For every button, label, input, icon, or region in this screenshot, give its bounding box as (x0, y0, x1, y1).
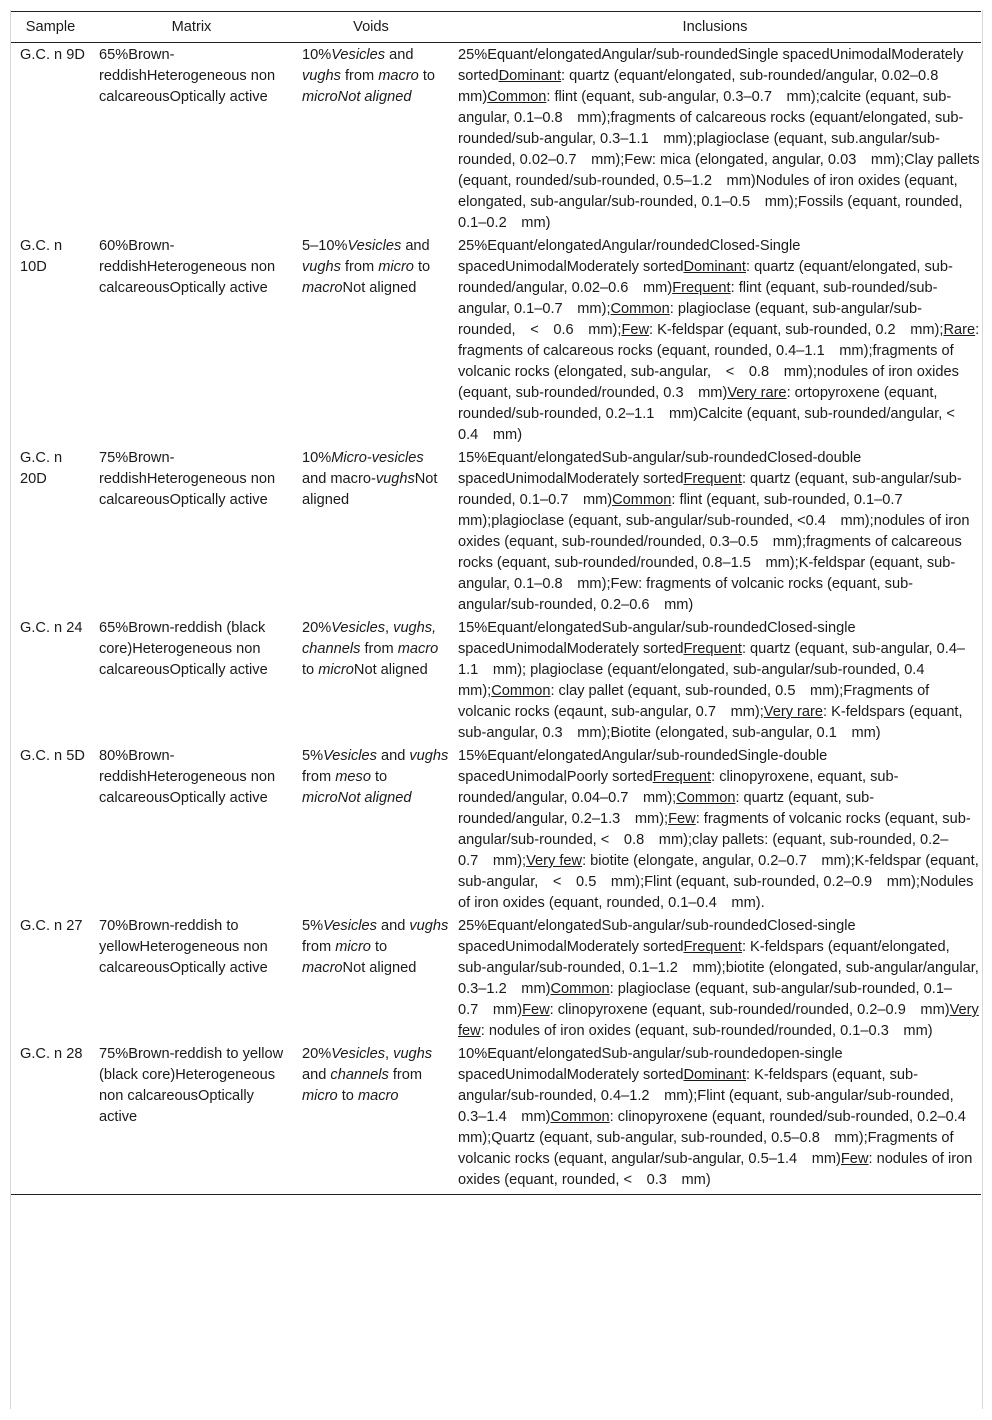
cell-voids (293, 446, 449, 616)
text-run: 25%Equant/elongatedAngular/sub-roundedSingle spacedUnimodalModerately sorted (458, 47, 964, 84)
frequency-term: Common (550, 981, 610, 997)
cell-sample: G.C. n 20D (20, 450, 63, 487)
text-run: vughs (375, 471, 415, 487)
cell-matrix: 75%Brown-reddish to yellow (black core)Heterogeneous non calcareousOptically active (90, 1042, 293, 1195)
frequency-term: Dominant (683, 1067, 746, 1083)
cell-inclusions (449, 616, 981, 744)
text-run: Vesicles (331, 47, 386, 63)
text-run: Not aligned (342, 280, 417, 296)
cell-voids (293, 744, 449, 914)
cell-inclusions (449, 1042, 981, 1195)
text-run: to (302, 662, 319, 678)
text-run: vughs (393, 1046, 433, 1062)
table-row (11, 234, 981, 446)
text-run: vughs (302, 68, 341, 84)
table-body (11, 43, 981, 1195)
text-run: vughs, channels (302, 620, 437, 657)
text-run: 10%Equant/elongatedSub-angular/sub-roundedopen-single spacedUnimodalModerately sorted (458, 1046, 843, 1083)
cell-inclusions (449, 43, 981, 235)
frequency-term: Few (621, 322, 650, 338)
text-run: to (337, 1088, 358, 1104)
text-run: microNot aligned (302, 89, 412, 105)
cell-inclusions (449, 744, 981, 914)
frequency-term: Very rare (727, 385, 787, 401)
text-run: Vesicles (331, 620, 386, 636)
cell-voids (293, 1042, 449, 1195)
frequency-term: Frequent (683, 641, 742, 657)
frequency-term: Very few (526, 853, 583, 869)
text-run: vughs (409, 748, 449, 764)
frequency-term: Rare (943, 322, 976, 338)
text-run: and (401, 238, 430, 254)
text-run: from (302, 769, 336, 785)
text-run: from (340, 259, 379, 275)
text-run: : K-feldspars (equant/elongated, sub-angular/sub-rounded, 0.1–1.2 mm);biotite (elongated, sub-angular/angular, 0.3–1.2 mm) (458, 939, 979, 997)
cell-sample: G.C. n 24 (20, 620, 83, 636)
frequency-term: Dominant (498, 68, 562, 84)
text-run: macro (302, 960, 343, 976)
header-sample: Sample (11, 12, 90, 43)
text-run: Micro-vesicles (331, 450, 424, 466)
frequency-term: Common (491, 683, 551, 699)
cell-matrix: 80%Brown-reddishHeterogeneous non calcareousOptically active (99, 748, 276, 806)
text-run: : quartz (equant, sub-angular/sub-rounded, 0.1–0.7 mm) (458, 471, 962, 508)
text-run: from (340, 68, 379, 84)
text-run: 20% (302, 620, 332, 636)
text-run: 15%Equant/elongatedSub-angular/sub-roundedClosed-single spacedUnimodalModerately sorted (458, 620, 856, 657)
header-voids: Voids (293, 12, 449, 43)
cell-voids (293, 914, 449, 1042)
text-run: Vesicles (347, 238, 402, 254)
text-run: : quartz (equant, sub-rounded/angular, 0.2–1.3 mm); (458, 790, 875, 827)
cell-matrix: 65%Brown-reddish (black core)Heterogeneous non calcareousOptically active (99, 620, 268, 678)
text-run: : fragments of calcareous rocks (equant, rounded, 0.4–1.1 mm);fragments of volcanic rocks (elongated, sub-angular, < 0.8 mm);nodules of iron oxides (equant, sub-rounded/rounded, 0.3 mm) (458, 322, 980, 401)
text-run: Vesicles (323, 748, 377, 764)
cell-inclusions (449, 914, 981, 1042)
frequency-term: Few (522, 1002, 550, 1018)
text-run: 25%Equant/elongatedAngular/roundedClosed-Single spacedUnimodalModerately sorted (458, 238, 801, 275)
text-run: : clinopyroxene (equant, rounded/sub-rounded, 0.2–0.4 mm);Quartz (equant, sub-angular, sub-rounded, 0.5–0.8 mm);Fragments of volcanic rocks (equant, angular/sub-angular, 0.5–1.4 mm) (458, 1109, 981, 1167)
cell-inclusions (449, 446, 981, 616)
table-container (11, 11, 981, 1195)
frequency-term: Frequent (652, 769, 712, 785)
text-run: Vesicles (323, 918, 377, 934)
frequency-term: Very few (458, 1002, 979, 1039)
cell-matrix: 75%Brown-reddishHeterogeneous non calcareousOptically active (99, 450, 276, 508)
cell-inclusions (449, 234, 981, 446)
text-run: macro (397, 641, 439, 657)
header-row (11, 12, 981, 43)
text-run: channels (330, 1067, 389, 1083)
frequency-term: Common (610, 301, 670, 317)
text-run: : plagioclase (equant, sub-angular/sub-rounded, < 0.6 mm); (458, 301, 923, 338)
cell-voids (293, 43, 449, 235)
table-row (11, 43, 981, 235)
header-matrix: Matrix (90, 12, 293, 43)
cell-matrix: 65%Brown-reddishHeterogeneous non calcareousOptically active (99, 47, 276, 105)
text-run: micro (318, 662, 354, 678)
frequency-term: Common (487, 89, 547, 105)
cell-matrix: 70%Brown-reddish to yellowHeterogeneous non calcareousOptically active (99, 918, 268, 976)
text-run: : ortopyroxene (equant, rounded/sub-rounded, 0.2–1.1 mm)Calcite (equant, sub-rounded/angular, < 0.4 mm) (458, 385, 970, 443)
frequency-term: Few (840, 1151, 869, 1167)
cell-sample: G.C. n 10D (20, 238, 63, 275)
frequency-term: Dominant (683, 259, 746, 275)
text-run: and macro- (302, 471, 376, 487)
text-run: : quartz (equant, sub-angular, 0.4–1.1 mm); plagioclase (equant/elongated, sub-angular/sub-rounded, 0.4 mm); (458, 641, 966, 699)
text-run: microNot aligned (302, 790, 412, 806)
text-run: Vesicles (331, 1046, 386, 1062)
text-run: : K-feldspars (equant, sub-angular, 0.3 mm);Biotite (elongated, sub-angular, 0.1 mm) (458, 704, 963, 741)
text-run: : nodules of iron oxides (equant, sub-rounded/rounded, 0.1–0.3 mm) (480, 1023, 933, 1039)
text-run: : biotite (elongate, angular, 0.2–0.7 mm);K-feldspar (equant, sub-angular, < 0.5 mm);Flint (equant, sub-rounded, 0.2–0.9 mm);Nodules of iron oxides (equant, rounded, 0.1–0.4 mm). (458, 853, 979, 911)
text-run: 25%Equant/elongatedSub-angular/sub-roundedClosed-single spacedUnimodalModerately sorted (458, 918, 856, 955)
cell-sample: G.C. n 28 (11, 1042, 90, 1195)
table-row (11, 914, 981, 1042)
text-run: meso (335, 769, 371, 785)
text-run: Not aligned (342, 960, 417, 976)
text-run: , (385, 1046, 394, 1062)
cell-sample: G.C. n 27 (20, 918, 83, 934)
text-run: : quartz (equant/elongated, sub-rounded/angular, 0.02–0.8 mm) (458, 68, 953, 105)
text-run: from (388, 1067, 423, 1083)
frequency-term: Common (676, 790, 736, 806)
cell-voids (293, 234, 449, 446)
table-row (11, 1042, 981, 1195)
frequency-term: Very rare (763, 704, 824, 720)
text-run: : clinopyroxene, equant, sub-rounded/angular, 0.04–0.7 mm); (458, 769, 899, 806)
text-run: from (360, 641, 398, 657)
text-run: : clinopyroxene (equant, sub-rounded/rounded, 0.2–0.9 mm) (549, 1002, 950, 1018)
petrography-table (11, 11, 981, 1195)
text-run: vughs (409, 918, 449, 934)
text-run: Not aligned (353, 662, 428, 678)
text-run: to (413, 259, 431, 275)
frequency-term: Few (668, 811, 696, 827)
text-run: : fragments of volcanic rocks (equant, sub-angular/sub-rounded, < 0.8 mm);clay pallets: (equant, sub-rounded, 0.2–0.7 mm); (458, 811, 971, 869)
text-run: : flint (equant, sub-rounded, 0.1–0.7 mm);plagioclase (equant, sub-angular/sub-rounded, <0.4 mm);nodules of iron oxides (equant, sub-rounded/rounded, 0.3–0.5 mm);fragments of calcareous rocks (equant, sub-rounded/rounded, 0.8–1.5 mm);K-feldspar (equant, sub-angular, 0.1–0.8 mm);Few: fragments of volcanic rocks (equant, sub-angular/sub-rounded, 0.2–0.6 mm) (458, 492, 970, 613)
text-run: micro (378, 259, 414, 275)
text-run: vughs (302, 259, 341, 275)
text-run: from (302, 939, 336, 955)
text-run: micro (302, 1088, 338, 1104)
text-run: 5% (302, 748, 324, 764)
frequency-term: Frequent (683, 471, 742, 487)
text-run: and (302, 1067, 331, 1083)
text-run: micro (335, 939, 371, 955)
text-run: Not aligned (302, 471, 438, 508)
text-run: and (376, 918, 410, 934)
text-run: 5–10% (302, 238, 348, 254)
header-inclusions: Inclusions (449, 12, 981, 43)
table-header (11, 12, 981, 43)
table-row (11, 616, 981, 744)
text-run: 10% (302, 450, 332, 466)
text-run: : quartz (equant/elongated, sub-rounded/angular, 0.02–0.6 mm) (458, 259, 953, 296)
text-run: : flint (equant, sub-angular, 0.3–0.7 mm);calcite (equant, sub-angular, 0.1–0.8 mm);fragments of calcareous rocks (equant/elongated, sub-rounded/sub-angular, 0.3–1.1 mm);plagioclase (equant, sub.angular/sub-rounded, 0.02–0.7 mm);Few: mica (elongated, angular, 0.03 mm);Clay pallets (equant, rounded/sub-rounded, 0.5–1.2 mm)Nodules of iron oxides (equant, elongated, sub-angular/sub-rounded, 0.1–0.5 mm);Fossils (equant, rounded, 0.1–0.2 mm) (458, 89, 980, 231)
text-run: 15%Equant/elongatedSub-angular/sub-roundedClosed-double spacedUnimodalModerately sorted (458, 450, 862, 487)
text-run: macro (302, 280, 343, 296)
cell-matrix: 60%Brown-reddishHeterogeneous non calcareousOptically active (99, 238, 276, 296)
frequency-term: Frequent (672, 280, 731, 296)
text-run: : flint (equant, sub-rounded/sub-angular, 0.1–0.7 mm); (458, 280, 938, 317)
text-run: 20% (302, 1046, 332, 1062)
text-run: and (385, 47, 414, 63)
text-run: macro (378, 68, 419, 84)
table-row (11, 744, 981, 914)
table-row (11, 446, 981, 616)
text-run: and (376, 748, 410, 764)
text-run: : plagioclase (equant, sub-angular/sub-rounded, 0.1–0.7 mm) (458, 981, 953, 1018)
text-run: : clay pallet (equant, sub-rounded, 0.5 mm);Fragments of volcanic rocks (eqaunt, sub-angular, 0.7 mm); (458, 683, 930, 720)
text-run: : nodules of iron oxides (equant, rounded, < 0.3 mm) (458, 1151, 973, 1188)
text-run: : K-feldspars (equant, sub-angular/sub-rounded, 0.4–1.2 mm);Flint (equant, sub-angular/sub-rounded, 0.3–1.4 mm) (458, 1067, 954, 1125)
cell-voids (293, 616, 449, 744)
cell-sample: G.C. n 9D (20, 47, 85, 63)
text-run: to (418, 68, 436, 84)
frequency-term: Frequent (683, 939, 742, 955)
text-run: to (370, 769, 388, 785)
cell-sample: G.C. n 5D (20, 748, 85, 764)
text-run: macro (357, 1088, 399, 1104)
text-run: 15%Equant/elongatedAngular/sub-roundedSingle-double spacedUnimodalPoorly sorted (458, 748, 828, 785)
frequency-term: Common (550, 1109, 610, 1125)
text-run: 5% (302, 918, 324, 934)
frequency-term: Common (612, 492, 672, 508)
text-run: 10% (302, 47, 332, 63)
text-run: : K-feldspar (equant, sub-rounded, 0.2 mm); (649, 322, 944, 338)
text-run: to (370, 939, 388, 955)
text-run: , (385, 620, 394, 636)
